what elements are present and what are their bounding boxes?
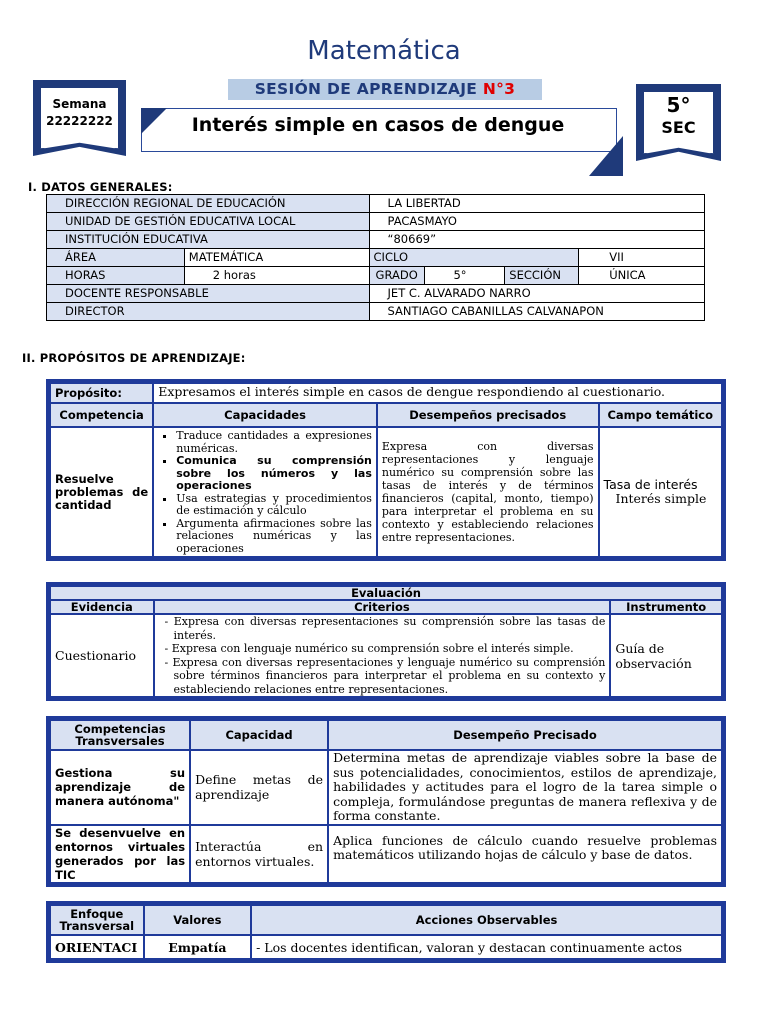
datos-heading: I. DATOS GENERALES: (28, 180, 173, 194)
session-prefix: SESIÓN DE APRENDIZAJE (254, 80, 478, 98)
docente-value: JET C. ALVARADO NARRO (369, 285, 704, 303)
col-header: Capacidades (154, 404, 376, 426)
table-row (51, 615, 721, 696)
table-row (51, 751, 721, 824)
col-header: Criterios (155, 601, 610, 613)
table-row (47, 303, 705, 321)
transversales-table (46, 716, 726, 887)
director-label: DIRECTOR (47, 303, 370, 321)
list-item: ▪ Argumenta afirmaciones sobre las relaciones numéricas y las operaciones (176, 518, 372, 556)
instrumento-cell: Guía de observación (611, 615, 721, 696)
competencia-cell: Gestiona su aprendizaje de manera autónoma" (51, 751, 189, 824)
table-row (51, 428, 721, 556)
session-banner (228, 79, 542, 100)
capacidad-cell: Interactúa en entornos virtuales. (191, 826, 327, 882)
col-header: Valores (145, 906, 251, 934)
competencia-cell: Resuelve problemas de cantidad (51, 428, 152, 556)
table-row (51, 384, 721, 402)
horas-label: HORAS (47, 267, 185, 285)
list-item: ▪ Traduce cantidades a expresiones numéricas. (176, 430, 372, 455)
col-header: Competencias Transversales (51, 721, 189, 749)
table-row (51, 587, 721, 599)
accion-cell: - Los docentes identifican, valoran y destacan continuamente actos (252, 936, 721, 958)
proposito-label: Propósito: (51, 384, 152, 402)
seccion-label: SECCIÓN (505, 267, 579, 285)
dre-value: LA LIBERTAD (369, 195, 704, 213)
ie-label: INSTITUCIÓN EDUCATIVA (47, 231, 370, 249)
grado-label: GRADO (369, 267, 425, 285)
col-header: Desempeños precisados (378, 404, 598, 426)
semana-label: Semana (52, 97, 107, 111)
session-title: Interés simple en casos de dengue (191, 114, 565, 136)
list-item: - Expresa con lenguaje numérico su comprensión sobre el interés simple. (164, 642, 574, 655)
evaluacion-table (46, 582, 726, 701)
dre-label: DIRECCIÓN REGIONAL DE EDUCACIÓN (47, 195, 370, 213)
col-header: Campo temático (600, 404, 721, 426)
campo-cell (600, 428, 721, 556)
evaluacion-title: Evaluación (51, 587, 721, 599)
ciclo-value: VII (579, 249, 705, 267)
enfoque-table (46, 901, 726, 963)
ie-value: “80669” (369, 231, 704, 249)
seccion-value: ÚNICA (579, 267, 705, 285)
subject-title: Matemática (307, 36, 461, 66)
ugel-label: UNIDAD DE GESTIÓN EDUCATIVA LOCAL (47, 213, 370, 231)
table-row (51, 906, 721, 934)
area-label: ÁREA (47, 249, 185, 267)
enfoque-cell: ORIENTACI (51, 936, 143, 958)
campo-subtitle: Interés simple (615, 491, 707, 506)
table-row (47, 285, 705, 303)
ciclo-label: CICLO (369, 249, 579, 267)
propositos-table (46, 379, 726, 561)
desempeno-cell: Determina metas de aprendizaje viables sobre la base de sus potencialidades, conocimientos, estilos de aprendizaje, habilidades y actitudes para el logro de la tarea simple o compleja, formulándose preguntas de manera reflexiva y de forma constante. (329, 751, 721, 824)
horas-value: 2 horas (184, 267, 369, 285)
semana-value: 22222222 (46, 114, 113, 128)
criterios-cell (155, 615, 610, 696)
grade-value: 5° (666, 93, 691, 117)
table-row (47, 195, 705, 213)
grado-value: 5° (425, 267, 505, 285)
proposito-text: Expresamos el interés simple en casos de dengue respondiendo al cuestionario. (154, 384, 721, 402)
campo-title: Tasa de interés (603, 477, 698, 492)
table-row (47, 249, 705, 267)
col-header: Enfoque Transversal (51, 906, 143, 934)
table-row (51, 601, 721, 613)
col-header: Evidencia (51, 601, 153, 613)
table-row (47, 267, 705, 285)
datos-generales-table (46, 194, 705, 321)
table-row (51, 404, 721, 426)
valor-cell: Empatía (145, 936, 251, 958)
level-value: SEC (661, 118, 696, 137)
col-header: Instrumento (611, 601, 721, 613)
table-row (51, 936, 721, 958)
table-row (51, 721, 721, 749)
col-header: Capacidad (191, 721, 327, 749)
col-header: Competencia (51, 404, 152, 426)
competencia-cell: Se desenvuelve en entornos virtuales generados por las TIC (51, 826, 189, 882)
propositos-heading: II. PROPÓSITOS DE APRENDIZAJE: (22, 351, 246, 365)
col-header: Acciones Observables (252, 906, 721, 934)
desempeno-cell: Aplica funciones de cálculo cuando resuelve problemas matemáticos utilizando hojas de cálculo y base de datos. (329, 826, 721, 882)
table-row (47, 231, 705, 249)
evidencia-cell: Cuestionario (51, 615, 153, 696)
area-value: MATEMÁTICA (184, 249, 369, 267)
docente-label: DOCENTE RESPONSABLE (47, 285, 370, 303)
capacidad-cell: Define metas de aprendizaje (191, 751, 327, 824)
table-row (51, 826, 721, 882)
list-item: ▪ Comunica su comprensión sobre los números y las operaciones (176, 455, 372, 493)
list-item: - Expresa con diversas representaciones y lenguaje numérico su comprensión sobre términos financieros para interpretar el problema en su contexto y estableciendo relaciones entre representaciones. (164, 655, 606, 696)
session-number: N°3 (482, 80, 516, 98)
ugel-value: PACASMAYO (369, 213, 704, 231)
capacidades-cell (154, 428, 376, 556)
table-row (47, 213, 705, 231)
desempeno-cell: Expresa con diversas representaciones y lenguaje numérico su comprensión sobre las tasas de interés y de términos financieros (capital, monto, tiempo) para interpretar el problema en su contexto y estableciendo relaciones entre representaciones. (378, 428, 598, 556)
director-value: SANTIAGO CABANILLAS CALVANAPON (369, 303, 704, 321)
corner-decoration-bottom-right (589, 136, 623, 176)
col-header: Desempeño Precisado (329, 721, 721, 749)
list-item: - Expresa con diversas representaciones su comprensión sobre las tasas de interés. (164, 615, 606, 642)
list-item: ▪ Usa estrategias y procedimientos de estimación y cálculo (176, 493, 372, 518)
